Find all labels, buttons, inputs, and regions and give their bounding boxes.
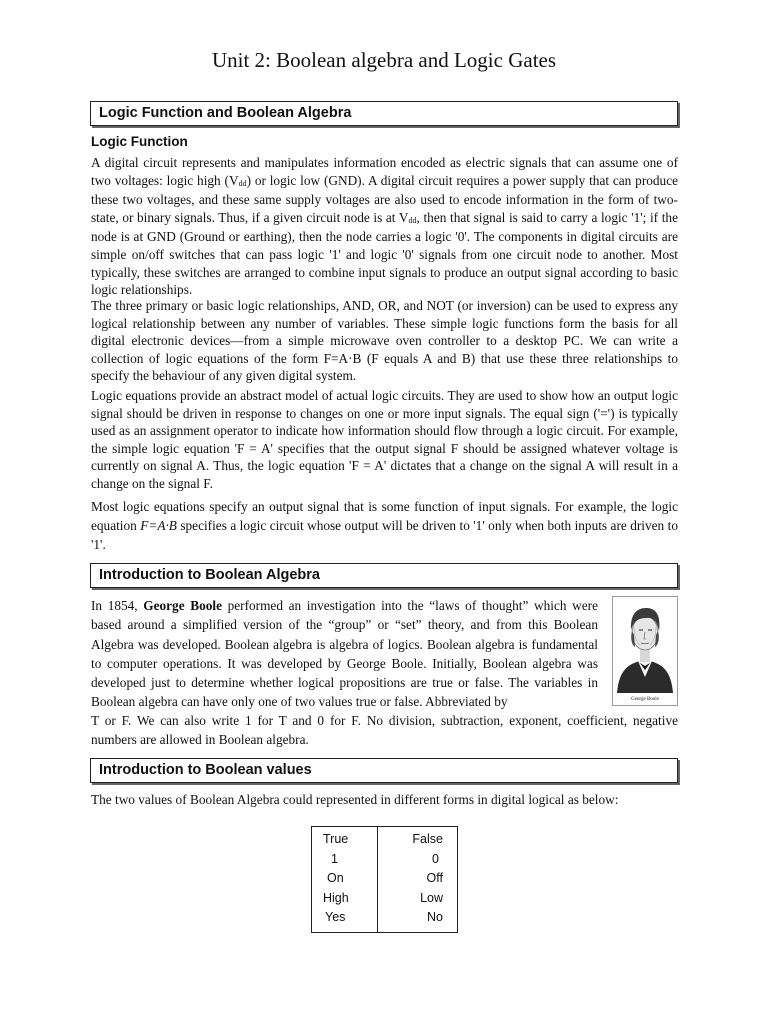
paragraph-logic-function-4: Most logic equations specify an output signal that is some function of input signals. For example, the logic equation F=A·B specifies a logic circuit whose output will be driven to '1' only when both inputs are driven to '1'.	[91, 499, 678, 552]
section-heading-intro-boolean-algebra: Introduction to Boolean Algebra	[90, 563, 678, 588]
portrait-caption: George Boole	[631, 697, 659, 702]
paragraph-boole-intro: In 1854, George Boole performed an investigation into the “laws of thought” which were based around a simplified version of the “group” or “set” theory, and from this Boolean Algebra was developed. Boolean algebra is algebra of logics. Boolean algebra is fundamental to computer operations. It was developed by George Boole. Initially, Boolean algebra was developed just to determine whether logical propositions are true or false. The variables in Boolean algebra can have only one of two values true or false. Abbreviated by	[91, 598, 598, 710]
george-boole-portrait	[612, 596, 678, 706]
george-boole-name: George Boole	[143, 598, 222, 613]
paragraph-logic-function-3: Logic equations provide an abstract model of actual logic circuits. They are used to show how an output logic signal should be driven in response to changes on one or more input signals. The equal sign ('=') is typically used as an assignment operator to indicate how information should flow through a logic circuit. For example, the simple logic equation 'F = A' specifies that the output signal F should be assigned whatever voltage is currently on signal A. Thus, the logic equation 'F = A' dictates that a change on the signal A will result in a change on the signal F.	[91, 388, 678, 491]
section-heading-logic-function-boolean-algebra: Logic Function and Boolean Algebra	[90, 101, 678, 126]
section-heading-intro-boolean-values: Introduction to Boolean values	[90, 758, 678, 783]
table-cell: High	[312, 889, 378, 909]
table-row	[312, 850, 458, 870]
table-row	[312, 869, 458, 889]
table-row	[312, 889, 458, 909]
table-cell: Low	[378, 889, 458, 909]
table-cell: On	[312, 869, 378, 889]
table-cell: False	[378, 827, 458, 850]
page-title: Unit 2: Boolean algebra and Logic Gates	[211, 48, 557, 72]
subheading-logic-function: Logic Function	[91, 134, 188, 149]
table-cell: Yes	[312, 908, 378, 932]
table-cell: True	[312, 827, 378, 850]
portrait-illustration	[613, 597, 677, 693]
paragraph-logic-function-1: A digital circuit represents and manipulates information encoded as electric signals that can assume one of two voltages: logic high $(V_{dd})$ or logic low (GND). A digital circuit requires a power supply that can produce these two voltages, and these same supply voltages are also used to encode information in the form of two-state, or binary signals. Thus, if a given circuit node is at $V_{dd}$, then that signal is said to carry a logic '1'; if the node is at GND (Ground or earthing), then the node carries a logic '0'. The components in digital circuits are simple on/off switches that can pass logic '1' and logic '0' signals from one circuit node to another. Most typically, these switches are arranged to combine input signals to produce an output signal according to basic logic relationships.	[91, 155, 678, 298]
equation: F=A·B	[140, 518, 177, 533]
table-row	[312, 827, 458, 850]
table-cell: No	[378, 908, 458, 932]
table-cell: 1	[312, 850, 378, 870]
paragraph-boolean-values: The two values of Boolean Algebra could represented in different forms in digital logical as below:	[91, 792, 619, 807]
boolean-values-table	[311, 826, 458, 933]
table-cell: Off	[378, 869, 458, 889]
paragraph-logic-function-2: The three primary or basic logic relationships, AND, OR, and NOT (or inversion) can be used to express any logical relationship between any number of variables. These simple logic functions form the basis for all digital electronic devices—from a simple microwave oven controller to a desktop PC. We can write a collection of logic equations of the form F=A·B (F equals A and B) that use these three relationships to specify the behaviour of any given digital system.	[91, 298, 678, 384]
table-cell: 0	[378, 850, 458, 870]
table-row	[312, 908, 458, 932]
paragraph-boole-intro-continued: T or F. We can also write 1 for T and 0 for F. No division, subtraction, exponent, coefficient, negative numbers are allowed in Boolean algebra.	[91, 713, 678, 748]
